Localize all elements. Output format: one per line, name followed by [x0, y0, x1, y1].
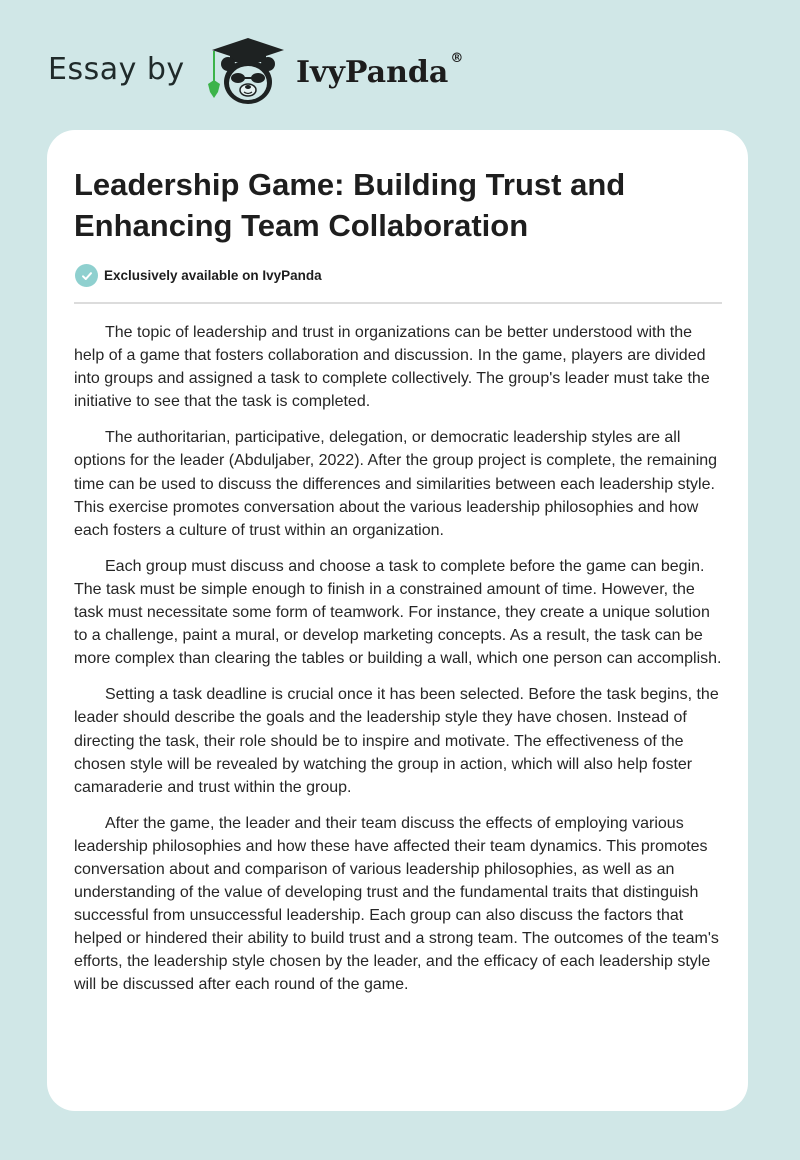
essay-by-label: Essay by: [48, 52, 185, 87]
paragraph: Each group must discuss and choose a task to complete before the game can begin. The task must be simple enough to finish in a constrained amount of time. However, the task must necessitate some form of teamwork. For instance, they create a unique solution to a challenge, paint a mural, or develop marketing concepts. As a result, the task can be more complex than clearing the tables or building a wall, which one person can accomplish.: [74, 557, 722, 668]
exclusive-badge: [75, 264, 322, 287]
registered-mark: ®: [450, 51, 464, 66]
exclusive-badge-text: Exclusively available on IvyPanda: [104, 268, 322, 283]
site-header: [0, 0, 800, 130]
essay-card: [47, 130, 748, 1111]
paragraph: The topic of leadership and trust in organizations can be better understood with the help of a game that fosters collaboration and discussion. In the game, players are divided into groups and assigned a task to complete collectively. The group's leader must take the initiative to see that the task is completed.: [74, 324, 710, 411]
paragraph: Setting a task deadline is crucial once it has been selected. Before the task begins, the leader should describe the goals and the leadership style they have chosen. Instead of directing the task, their role should be to inspire and motivate. The effectiveness of the chosen style will be revealed by watching the group in action, which will also help foster camaraderie and trust within the group.: [74, 686, 719, 796]
page-title: Leadership Game: Building Trust and Enhancing Team Collaboration: [74, 167, 626, 243]
essay-body: [74, 321, 726, 1010]
check-circle-icon: [75, 264, 98, 287]
brand-logo-text[interactable]: [296, 51, 464, 90]
brand-name: IvyPanda: [296, 55, 449, 90]
divider: [74, 302, 722, 304]
paragraph: The authoritarian, participative, delegation, or democratic leadership styles are all options for the leader (Abduljaber, 2022). After the group project is complete, the remaining time can be used to discuss the differences and similarities between each leadership style. This exercise promotes conversation about the various leadership philosophies and how each fosters a culture of trust within an organization.: [74, 429, 718, 539]
paragraph: After the game, the leader and their team discuss the effects of employing various leadership philosophies and how these have affected their team dynamics. This promotes conversation about and comparison of various leadership philosophies, as well as an understanding of the value of developing trust and the fundamental traits that distinguish successful from unsuccessful leadership. Each group can also discuss the factors that helped or hindered their ability to build trust and a strong team. The outcomes of the team's efforts, the leadership style chosen by the leader, and the efficacy of each leadership style will be discussed after each round of the game.: [74, 814, 719, 994]
panda-graduation-cap-icon[interactable]: [202, 36, 294, 108]
